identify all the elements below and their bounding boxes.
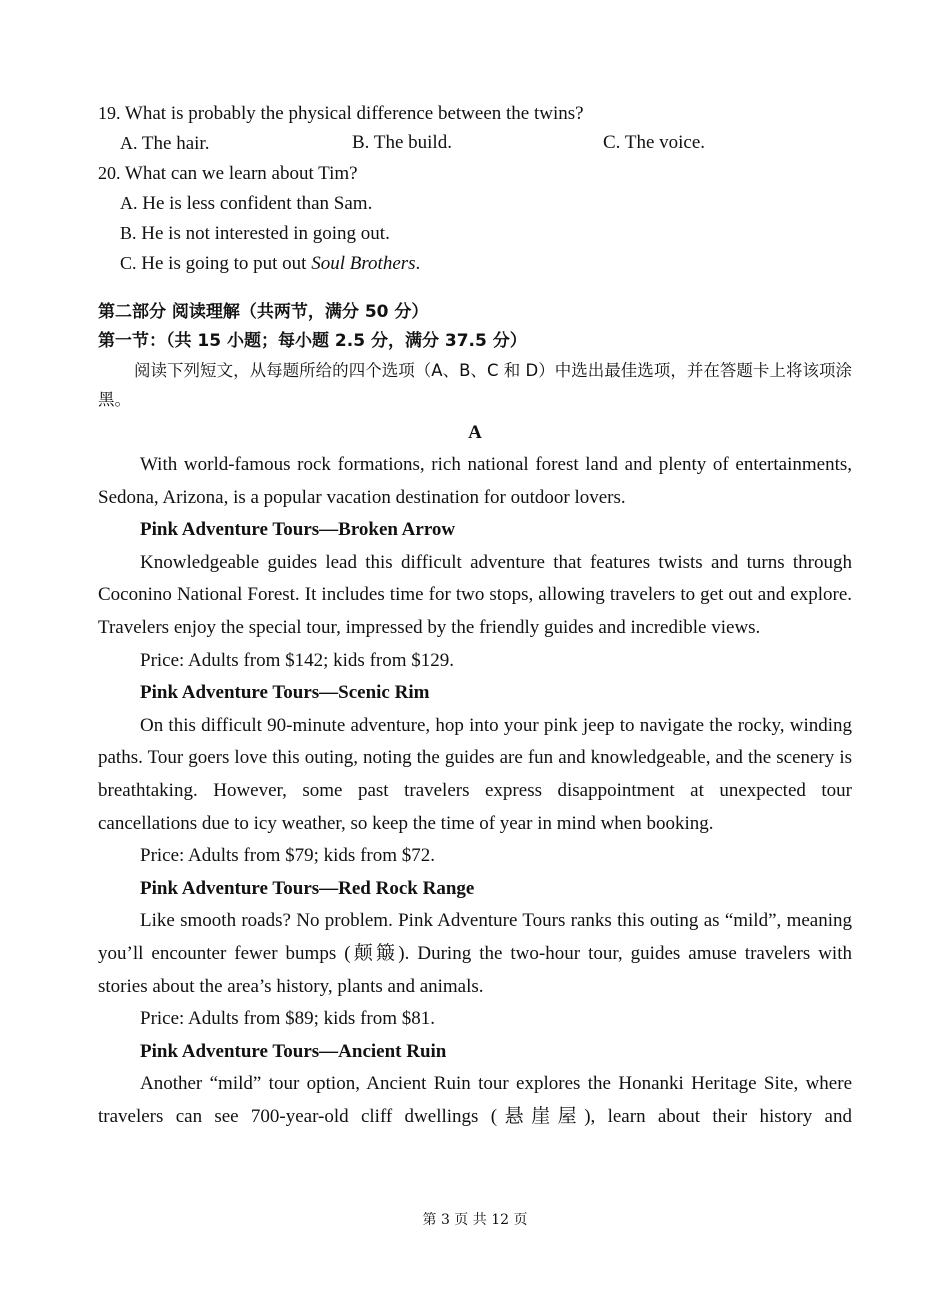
tour-description: Like smooth roads? No problem. Pink Adventure Tours ranks this outing as “mild”, meaning you’ll encounter fewer bumps (颠簸). During the two-hour tour, guides amuse travelers with stories about the area’s history, plants and animals. (98, 910, 852, 997)
tour-description: On this difficult 90-minute adventure, hop into your pink jeep to navigate the rocky, winding paths. Tour goers love this outing, noting the guides are fun and knowledgeable, and the scenery is breathtaking. However, some past travelers express disappointment at unexpected tour cancellations due to icy weather, so keep the time of year in mind when booking. (98, 714, 852, 834)
option-a: A. The hair. (120, 133, 210, 154)
part-title: 第二部分 阅读理解（共两节，满分 50 分） (98, 302, 429, 322)
instructions: 阅读下列短文，从每题所给的四个选项（A、B、C 和 D）中选出最佳选项，并在答题卡上将该项涂黑。 (98, 361, 852, 409)
question-text: What is probably the physical difference between the twins? (124, 103, 584, 124)
tour-heading: Pink Adventure Tours—Broken Arrow (140, 519, 456, 541)
passage-intro: With world-famous rock formations, rich national forest land and plenty of entertainments, Sedona, Arizona, is a popular vacation destination for outdoor lovers. (98, 454, 852, 508)
exam-page (98, 98, 852, 1133)
page-footer: 第 3 页 共 12 页 (422, 1212, 528, 1228)
option-b: B. The build. (352, 132, 452, 153)
question-text: What can we learn about Tim? (124, 163, 358, 184)
tour-price: Price: Adults from $79; kids from $72. (140, 845, 436, 867)
tour-price: Price: Adults from $89; kids from $81. (140, 1008, 436, 1030)
option-b: B. He is not interested in going out. (120, 223, 390, 244)
section-title: 第一节：（共 15 小题；每小题 2.5 分，满分 37.5 分） (98, 331, 527, 351)
tour-heading: Pink Adventure Tours—Ancient Ruin (140, 1040, 447, 1062)
passage-label: A (468, 422, 482, 443)
book-title: Soul Brothers (311, 253, 416, 274)
tour-heading: Pink Adventure Tours—Scenic Rim (140, 682, 430, 704)
option-a: A. He is less confident than Sam. (120, 193, 373, 214)
question-number: 19. (98, 103, 121, 123)
tour-price: Price: Adults from $142; kids from $129. (140, 649, 455, 671)
option-c: C. The voice. (603, 132, 706, 153)
option-c: C. He is going to put out Soul Brothers. (120, 253, 421, 274)
tour-description: Knowledgeable guides lead this difficult adventure that features twists and turns through Coconino National Forest. It includes time for two stops, allowing travelers to get out and explore. Travelers enjoy the special tour, impressed by the friendly guides and incredible views. (98, 551, 852, 638)
tour-heading: Pink Adventure Tours—Red Rock Range (140, 877, 475, 899)
question-19 (98, 98, 852, 128)
tour-description: Another “mild” tour option, Ancient Ruin tour explores the Honanki Heritage Site, where travelers can see 700-year-old cliff dwellings (悬崖屋), learn about their history and (98, 1073, 852, 1127)
question-20 (98, 158, 852, 188)
question-number: 20. (98, 163, 121, 183)
question-19-options (98, 128, 852, 158)
